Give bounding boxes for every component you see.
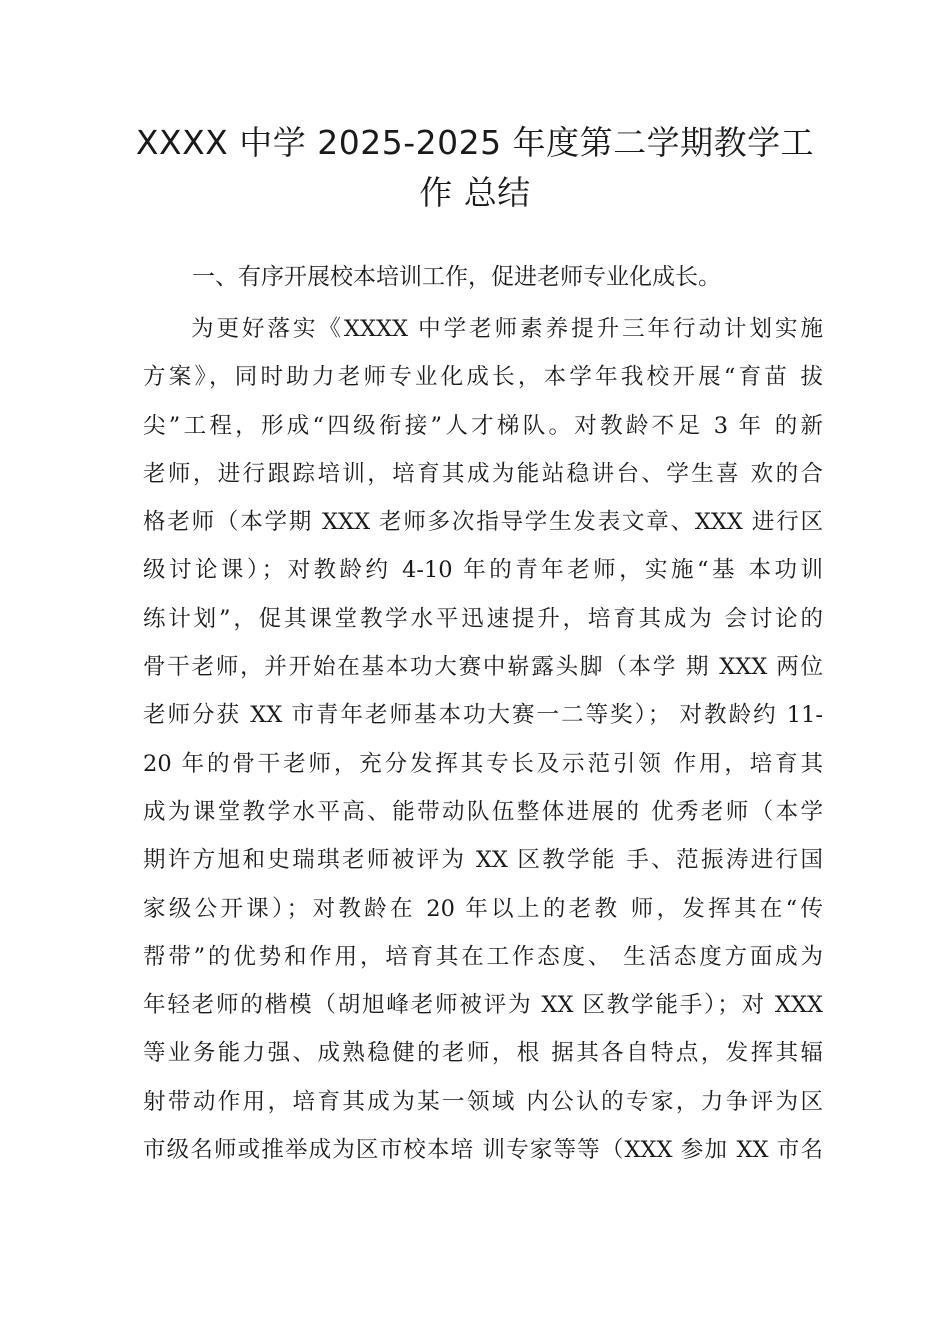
paragraph-line: 市级名师或推举成为区市校本培 训专家等等（XXX 参加 XX 市名: [143, 1137, 823, 1164]
paragraph-line: 等业务能力强、成熟稳健的老师，根 据其各自特点，发挥其辐: [143, 1040, 823, 1067]
paragraph-line: 成为课堂教学水平高、能带动队伍整体进展的 优秀老师（本学: [143, 798, 823, 825]
paragraph-line: 帮带”的优势和作用，培育其在工作态度、 生活态度方面成为: [143, 943, 823, 970]
paragraph-line: 练计划”，促其课堂教学水平迅速提升，培育其成为 会讨论的: [143, 605, 823, 632]
section-heading: 一、有序开展校本培训工作，促进老师专业化成长。: [192, 264, 721, 290]
paragraph-line: 级讨论课）；对教龄约 4-10 年的青年老师，实施“基 本功训: [143, 557, 823, 584]
paragraph-line: 老师，进行跟踪培训，培育其成为能站稳讲台、学生喜 欢的合: [143, 460, 823, 487]
paragraph-line: 尖”工程，形成“四级衔接”人才梯队。对教龄不足 3 年 的新: [143, 412, 823, 439]
paragraph-line: 期许方旭和史瑞琪老师被评为 XX 区教学能 手、范振涛进行国: [143, 847, 823, 874]
paragraph: [143, 312, 823, 1181]
paragraph-line: 格老师（本学期 XXX 老师多次指导学生发表文章、XXX 进行区: [143, 509, 823, 536]
paragraph-line: 20 年的骨干老师，充分发挥其专长及示范引领 作用，培育其: [143, 750, 823, 777]
paragraph-line: 为更好落实《XXXX 中学老师素养提升三年行动计划实施: [191, 316, 823, 342]
paragraph-line: 骨干老师，并开始在基本功大赛中崭露头脚（本学 期 XXX 两位: [143, 654, 823, 681]
paragraph-line: 家级公开课）；对教龄在 20 年以上的老教 师，发挥其在“传: [143, 895, 823, 922]
document-title: [130, 118, 820, 218]
paragraph-line: 年轻老师的楷模（胡旭峰老师被评为 XX 区教学能手）；对 XXX: [143, 992, 823, 1019]
title-line-1: XXXX 中学 2025-2025 年度第二学期教学工: [135, 123, 815, 162]
paragraph-line: 老师分获 XX 市青年老师基本功大赛一二等奖）； 对教龄约 11-: [143, 702, 823, 729]
title-line-2: 作 总结: [419, 173, 531, 212]
paragraph-line: 方案》，同时助力老师专业化成长，本学年我校开展“育苗 拔: [143, 364, 823, 391]
paragraph-line: 射带动作用，培育其成为某一领域 内公认的专家，力争评为区: [143, 1088, 823, 1115]
